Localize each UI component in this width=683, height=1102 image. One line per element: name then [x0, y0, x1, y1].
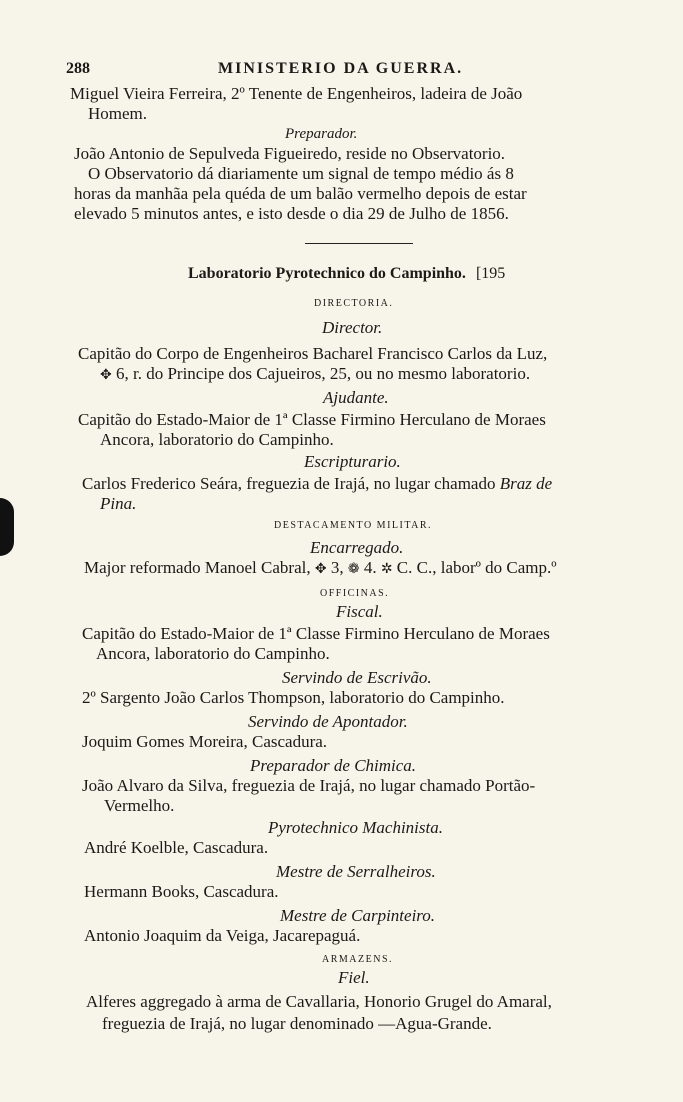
encarregado-role: Encarregado.	[310, 538, 404, 557]
laboratorio-title: Laboratorio Pyrotechnico do Campinho.	[188, 265, 466, 282]
ajudante-line-1: Capitão do Estado-Maior de 1ª Classe Firmino Herculano de Moraes	[78, 410, 546, 429]
escripturario-text: Carlos Frederico Seára, freguezia de Irajá, no lugar chamado	[82, 474, 496, 493]
serralheiros-role: Mestre de Serralheiros.	[276, 862, 436, 881]
binding-blot	[0, 498, 14, 556]
armazens-heading: ARMAZENS.	[322, 954, 394, 965]
apontador-role: Servindo de Apontador.	[248, 712, 408, 731]
order-insignia-icon: ✥	[100, 367, 112, 383]
officinas-heading: OFFICINAS.	[320, 588, 390, 599]
destacamento-heading: DESTACAMENTO MILITAR.	[274, 520, 433, 531]
encarregado-b: 3,	[330, 558, 344, 577]
director-line-2	[100, 364, 530, 385]
fiscal-role: Fiscal.	[336, 602, 383, 621]
observatorio-line-2: Homem.	[88, 104, 148, 123]
section-divider	[305, 243, 413, 244]
escripturario-role: Escripturario.	[304, 452, 401, 471]
encarregado-line	[84, 558, 557, 579]
serralheiros-line-1: Hermann Books, Cascadura.	[84, 882, 279, 901]
escripturario-place: Braz de	[499, 474, 553, 493]
ajudante-line-2: Ancora, laboratorio do Campinho.	[100, 430, 334, 449]
fiel-line-2: freguezia de Irajá, no lugar denominado —Agua-Grande.	[102, 1014, 492, 1033]
escripturario-line-1	[82, 474, 552, 494]
preparador-role: Preparador.	[285, 126, 358, 142]
directoria-heading: DIRECTORIA.	[314, 298, 394, 309]
director-role: Director.	[322, 318, 383, 337]
observatorio-line-1: Miguel Vieira Ferreira, 2º Tenente de Engenheiros, ladeira de João	[70, 84, 523, 103]
page-header-title: MINISTERIO DA GUERRA.	[218, 60, 464, 77]
fiscal-line-2: Ancora, laboratorio do Campinho.	[96, 644, 330, 663]
observatorio-line-3: João Antonio de Sepulveda Figueiredo, reside no Observatorio.	[74, 144, 506, 163]
machinista-line-1: André Koelble, Cascadura.	[84, 838, 269, 857]
encarregado-c: 4.	[363, 558, 377, 577]
carpinteiro-line-1: Antonio Joaquim da Veiga, Jacarepaguá.	[84, 926, 361, 945]
observatorio-line-4: O Observatorio dá diariamente um signal de tempo médio ás 8	[88, 164, 514, 183]
section-title	[188, 264, 505, 284]
fiel-line-1: Alferes aggregado à arma de Cavallaria, Honorio Grugel do Amaral,	[86, 992, 552, 1011]
chimica-line-2: Vermelho.	[104, 796, 175, 815]
ajudante-role: Ajudante.	[323, 388, 389, 407]
escripturario-line-2: Pina.	[100, 494, 137, 513]
encarregado-name: Major reformado Manoel Cabral,	[84, 558, 311, 577]
observatorio-line-5: horas da manhãa pela quéda de um balão vermelho depois de estar	[74, 184, 527, 203]
encarregado-d: C. C., laborº do Camp.º	[396, 558, 557, 577]
fiel-role: Fiel.	[338, 968, 370, 987]
escrivao-line-1: 2º Sargento João Carlos Thompson, laboratorio do Campinho.	[82, 688, 505, 707]
chimica-role: Preparador de Chimica.	[250, 756, 417, 775]
escrivao-role: Servindo de Escrivão.	[282, 668, 432, 687]
laboratorio-ref: [195	[475, 265, 506, 282]
director-line-1: Capitão do Corpo de Engenheiros Bacharel Francisco Carlos da Luz,	[78, 344, 548, 363]
apontador-line-1: Joquim Gomes Moreira, Cascadura.	[82, 732, 328, 751]
order-insignia-icon: ✲	[380, 561, 393, 577]
page-number: 288	[66, 60, 90, 77]
chimica-line-1: João Alvaro da Silva, freguezia de Irajá, no lugar chamado Portão-	[82, 776, 536, 795]
order-insignia-icon: ❁	[347, 561, 360, 577]
machinista-role: Pyrotechnico Machinista.	[268, 818, 443, 837]
carpinteiro-role: Mestre de Carpinteiro.	[280, 906, 436, 925]
order-insignia-icon: ✥	[314, 561, 327, 577]
fiscal-line-1: Capitão do Estado-Maior de 1ª Classe Firmino Herculano de Moraes	[82, 624, 550, 643]
observatorio-line-6: elevado 5 minutos antes, e isto desde o dia 29 de Julho de 1856.	[74, 204, 509, 223]
director-line-2-text: 6, r. do Principe dos Cajueiros, 25, ou no mesmo laboratorio.	[115, 364, 531, 383]
